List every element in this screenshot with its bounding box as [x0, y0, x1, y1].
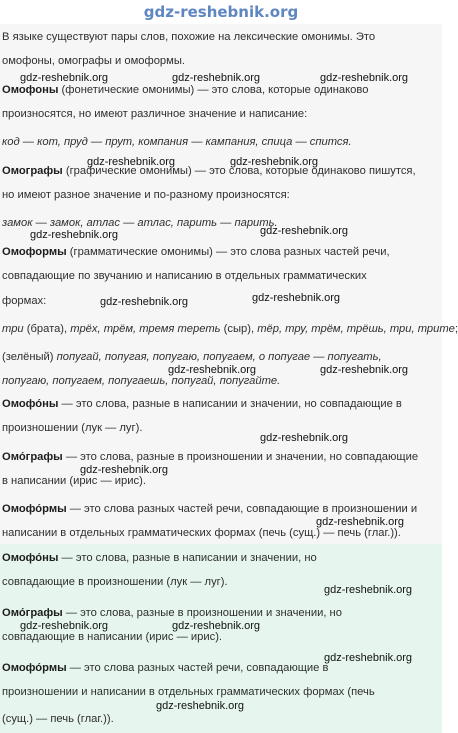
text-line: [2, 107, 438, 121]
text-line: [2, 54, 438, 68]
watermark: gdz-reshebnik.org: [30, 229, 119, 241]
text-segment: совпадающие в написании (ирис — ирис).: [2, 631, 223, 643]
example-text: три: [2, 323, 24, 335]
watermark: gdz-reshebnik.org: [80, 464, 169, 476]
text-line: [2, 269, 438, 283]
text-line: [2, 216, 438, 230]
watermark: gdz-reshebnik.org: [324, 584, 413, 596]
text-segment: — это слова, разные в написании и значении, но: [58, 552, 317, 564]
text-line: [2, 712, 438, 726]
watermark: gdz-reshebnik.org: [172, 72, 261, 84]
example-text: попугай, попугая, попугаю, попугаем, о попугае — попугать,: [56, 351, 382, 363]
example-text: трёх, трём, тремя тереть: [70, 323, 221, 335]
text-line: [2, 30, 438, 44]
watermark: gdz-reshebnik.org: [316, 516, 405, 528]
text-segment: формах:: [2, 295, 47, 307]
text-segment: (графические омонимы) — это слова, которые одинаково пишутся,: [62, 165, 416, 177]
text-segment: но имеют разное значение и по-разному произносятся:: [2, 189, 290, 201]
text-segment: (грамматические омонимы) — это слова разных частей речи,: [66, 246, 390, 258]
text-line: [2, 474, 438, 488]
text-segment: (сущ.) — печь (глаг.)).: [2, 713, 114, 725]
watermark: gdz-reshebnik.org: [168, 364, 257, 376]
text-segment: — это слова, разные в произношении и значении, но: [62, 607, 342, 619]
text-segment: в написании (ирис — ирис).: [2, 475, 146, 487]
text-segment: совпадающие по звучанию и написанию в отдельных грамматических: [2, 270, 367, 282]
text-segment: произносятся, но имеют различное значение и написание:: [2, 108, 308, 120]
text-segment: (брата),: [23, 323, 71, 335]
watermark: gdz-reshebnik.org: [87, 156, 176, 168]
watermark: gdz-reshebnik.org: [260, 225, 349, 237]
text-line: [2, 502, 438, 516]
watermark: gdz-reshebnik.org: [156, 700, 245, 712]
text-line: [2, 294, 438, 308]
text-line: [2, 245, 438, 259]
text-segment: — это слова разных частей речи, совпадающие в: [66, 662, 329, 674]
example-text: код — кот, пруд — прут, компания — кампания, спица — спится.: [2, 136, 352, 148]
text-segment: произношении и написании в отдельных грамматических формах (печь: [2, 686, 375, 698]
watermark: gdz-reshebnik.org: [320, 364, 409, 376]
term-label: Омофо́ны: [2, 552, 59, 564]
watermark: gdz-reshebnik.org: [320, 72, 409, 84]
text-segment: омофоны, омографы и омоформы.: [2, 55, 185, 67]
text-line: [2, 164, 438, 178]
term-label: Омофо́рмы: [2, 662, 67, 674]
text-line: [2, 551, 438, 565]
term-label: Омофо́ны: [2, 398, 59, 410]
text-segment: — это слова, разные в написании и значении, но совпадающие в: [58, 398, 402, 410]
watermark: gdz-reshebnik.org: [100, 296, 189, 308]
text-segment: (сыр),: [220, 323, 258, 335]
text-line: [2, 397, 438, 411]
text-line: [2, 685, 438, 699]
term-label: Омоформы: [2, 246, 67, 258]
text-segment: (фонетические омонимы) — это слова, которые одинаково: [58, 84, 369, 96]
text-segment: — это слова, разные в произношении и значении, но совпадающие: [62, 451, 419, 463]
text-line: [2, 135, 438, 149]
site-header: gdz-reshebnik.org: [0, 0, 442, 24]
term-label: Омо́графы: [2, 451, 63, 463]
watermark: gdz-reshebnik.org: [252, 292, 341, 304]
watermark: gdz-reshebnik.org: [324, 652, 413, 664]
term-label: Омофоны: [2, 84, 59, 96]
term-label: Омографы: [2, 165, 63, 177]
text-line: [2, 83, 438, 97]
text-segment: (зелёный): [2, 351, 57, 363]
text-segment: — это слова разных частей речи, совпадающие в произношении и: [66, 503, 418, 515]
text-segment: написании в отдельных грамматических формах (печь (сущ.) — печь (глаг.)).: [2, 527, 401, 539]
example-text: тёр, тру, трём, трёшь, три, трите: [257, 323, 455, 335]
text-segment: ;: [454, 323, 458, 335]
watermark: gdz-reshebnik.org: [20, 620, 109, 632]
textbook-excerpt: [0, 24, 442, 544]
watermark: gdz-reshebnik.org: [172, 620, 261, 632]
text-line: [2, 421, 438, 435]
text-line: [2, 606, 438, 620]
watermark: gdz-reshebnik.org: [230, 156, 319, 168]
term-label: Омо́графы: [2, 607, 63, 619]
example-text: попугаю, попугаем, попугаешь, попугай, попугайте.: [2, 375, 281, 387]
text-line: [2, 450, 438, 464]
text-segment: произношении (лук — луг).: [2, 422, 143, 434]
text-line: [2, 350, 438, 364]
example-text: замок — замок, атлас — атлас, парить — парить.: [2, 217, 278, 229]
text-segment: совпадающие в произношении (лук — луг).: [2, 576, 228, 588]
term-label: Омофо́рмы: [2, 503, 67, 515]
text-line: [2, 322, 458, 336]
text-segment: В языке существуют пары слов, похожие на лексические омонимы. Это: [2, 31, 376, 43]
watermark: gdz-reshebnik.org: [260, 432, 349, 444]
watermark: gdz-reshebnik.org: [20, 72, 109, 84]
text-line: [2, 188, 438, 202]
